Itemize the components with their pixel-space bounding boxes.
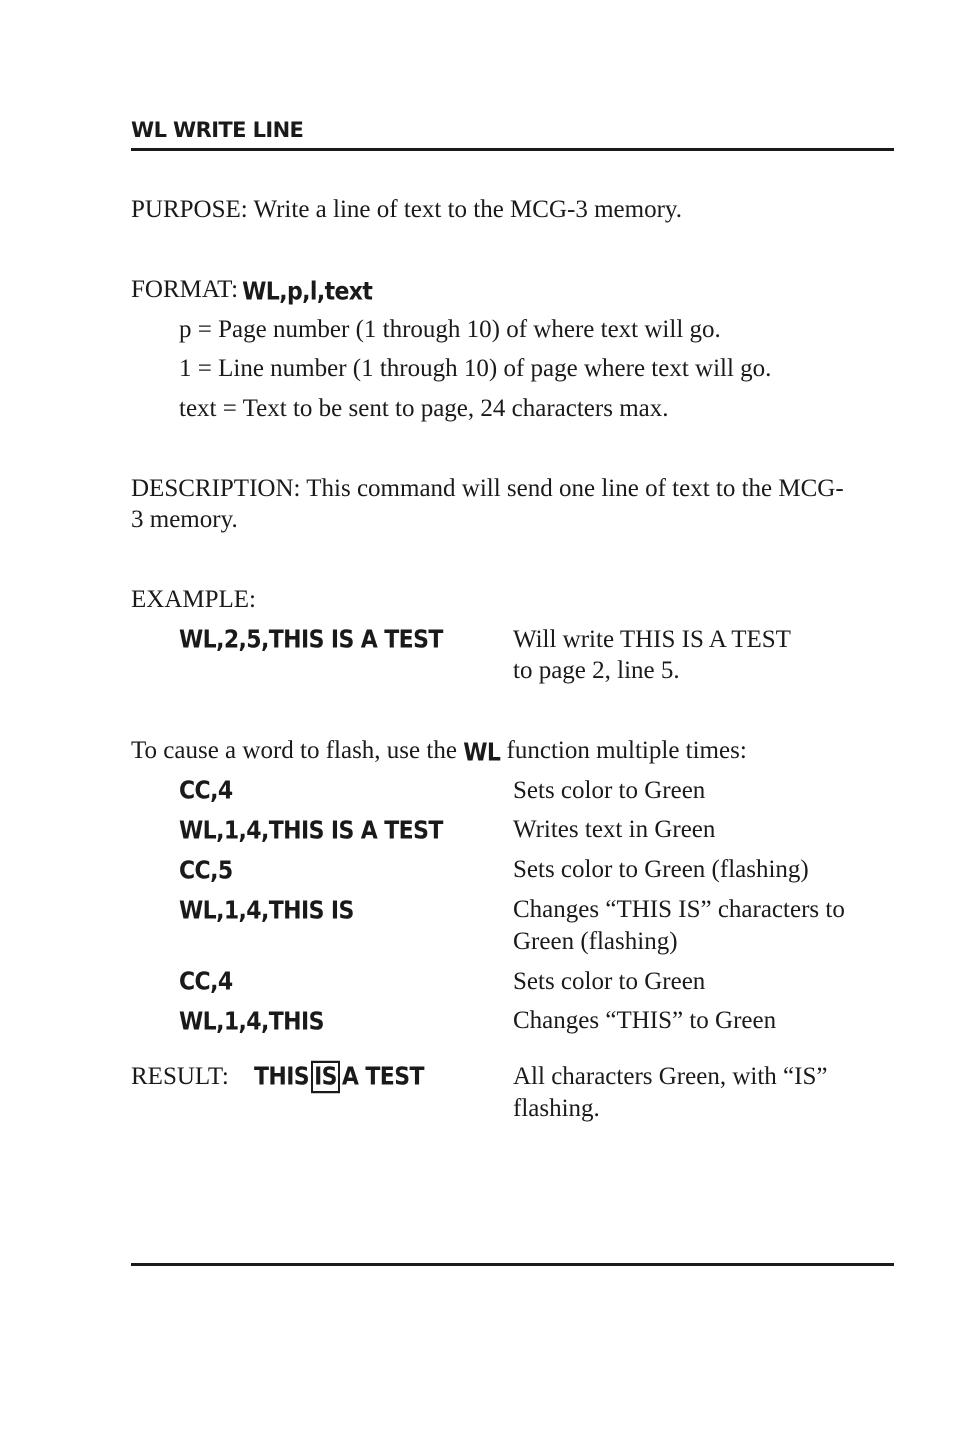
format-line [131, 276, 372, 304]
result-display [254, 1063, 424, 1091]
flash-intro-keyword: WL [463, 739, 501, 767]
result-flashing-word: IS [311, 1061, 340, 1093]
example-explanation: Will write THIS IS A TEST [513, 626, 791, 653]
flash-intro-before: To cause a word to flash, use the [131, 737, 464, 764]
step-command: WL,1,4,THIS IS A TEST [179, 817, 443, 845]
step-description: Sets color to Green [513, 968, 706, 995]
format-param: text = Text to be sent to page, 24 characters max. [179, 395, 669, 422]
format-param: 1 = Line number (1 through 10) of page where text will go. [179, 355, 772, 382]
step-description: Green (flashing) [513, 928, 678, 955]
flash-intro [131, 737, 747, 765]
step-command: WL,1,4,THIS [179, 1008, 324, 1036]
result-description: flashing. [513, 1095, 600, 1122]
step-command: CC,5 [179, 857, 233, 885]
step-description: Writes text in Green [513, 816, 716, 843]
bottom-rule [131, 1263, 894, 1266]
section-heading: WL WRITE LINE [131, 118, 304, 142]
step-command: WL,1,4,THIS IS [179, 897, 354, 925]
top-rule [131, 148, 894, 151]
description-line: DESCRIPTION: This command will send one line of text to the MCG- [131, 475, 844, 502]
format-param: p = Page number (1 through 10) of where text will go. [179, 316, 721, 343]
step-description: Sets color to Green [513, 777, 706, 804]
result-word: THIS [254, 1063, 310, 1091]
example-command: WL,2,5,THIS IS A TEST [179, 626, 443, 654]
step-description: Changes “THIS” to Green [513, 1007, 777, 1034]
format-syntax: WL,p,l,text [242, 278, 373, 306]
result-word: A TEST [341, 1063, 424, 1091]
flash-intro-after: function multiple times: [500, 737, 747, 764]
result-label: RESULT: [131, 1063, 229, 1090]
format-label: FORMAT: [131, 276, 239, 303]
step-command: CC,4 [179, 968, 233, 996]
description-line: 3 memory. [131, 506, 238, 533]
step-description: Sets color to Green (flashing) [513, 856, 809, 883]
result-description: All characters Green, with “IS” [513, 1063, 828, 1090]
purpose-text: PURPOSE: Write a line of text to the MCG-3 memory. [131, 196, 683, 223]
step-command: CC,4 [179, 777, 233, 805]
example-label: EXAMPLE: [131, 586, 256, 613]
step-description: Changes “THIS IS” characters to [513, 896, 845, 923]
example-explanation: to page 2, line 5. [513, 657, 680, 684]
